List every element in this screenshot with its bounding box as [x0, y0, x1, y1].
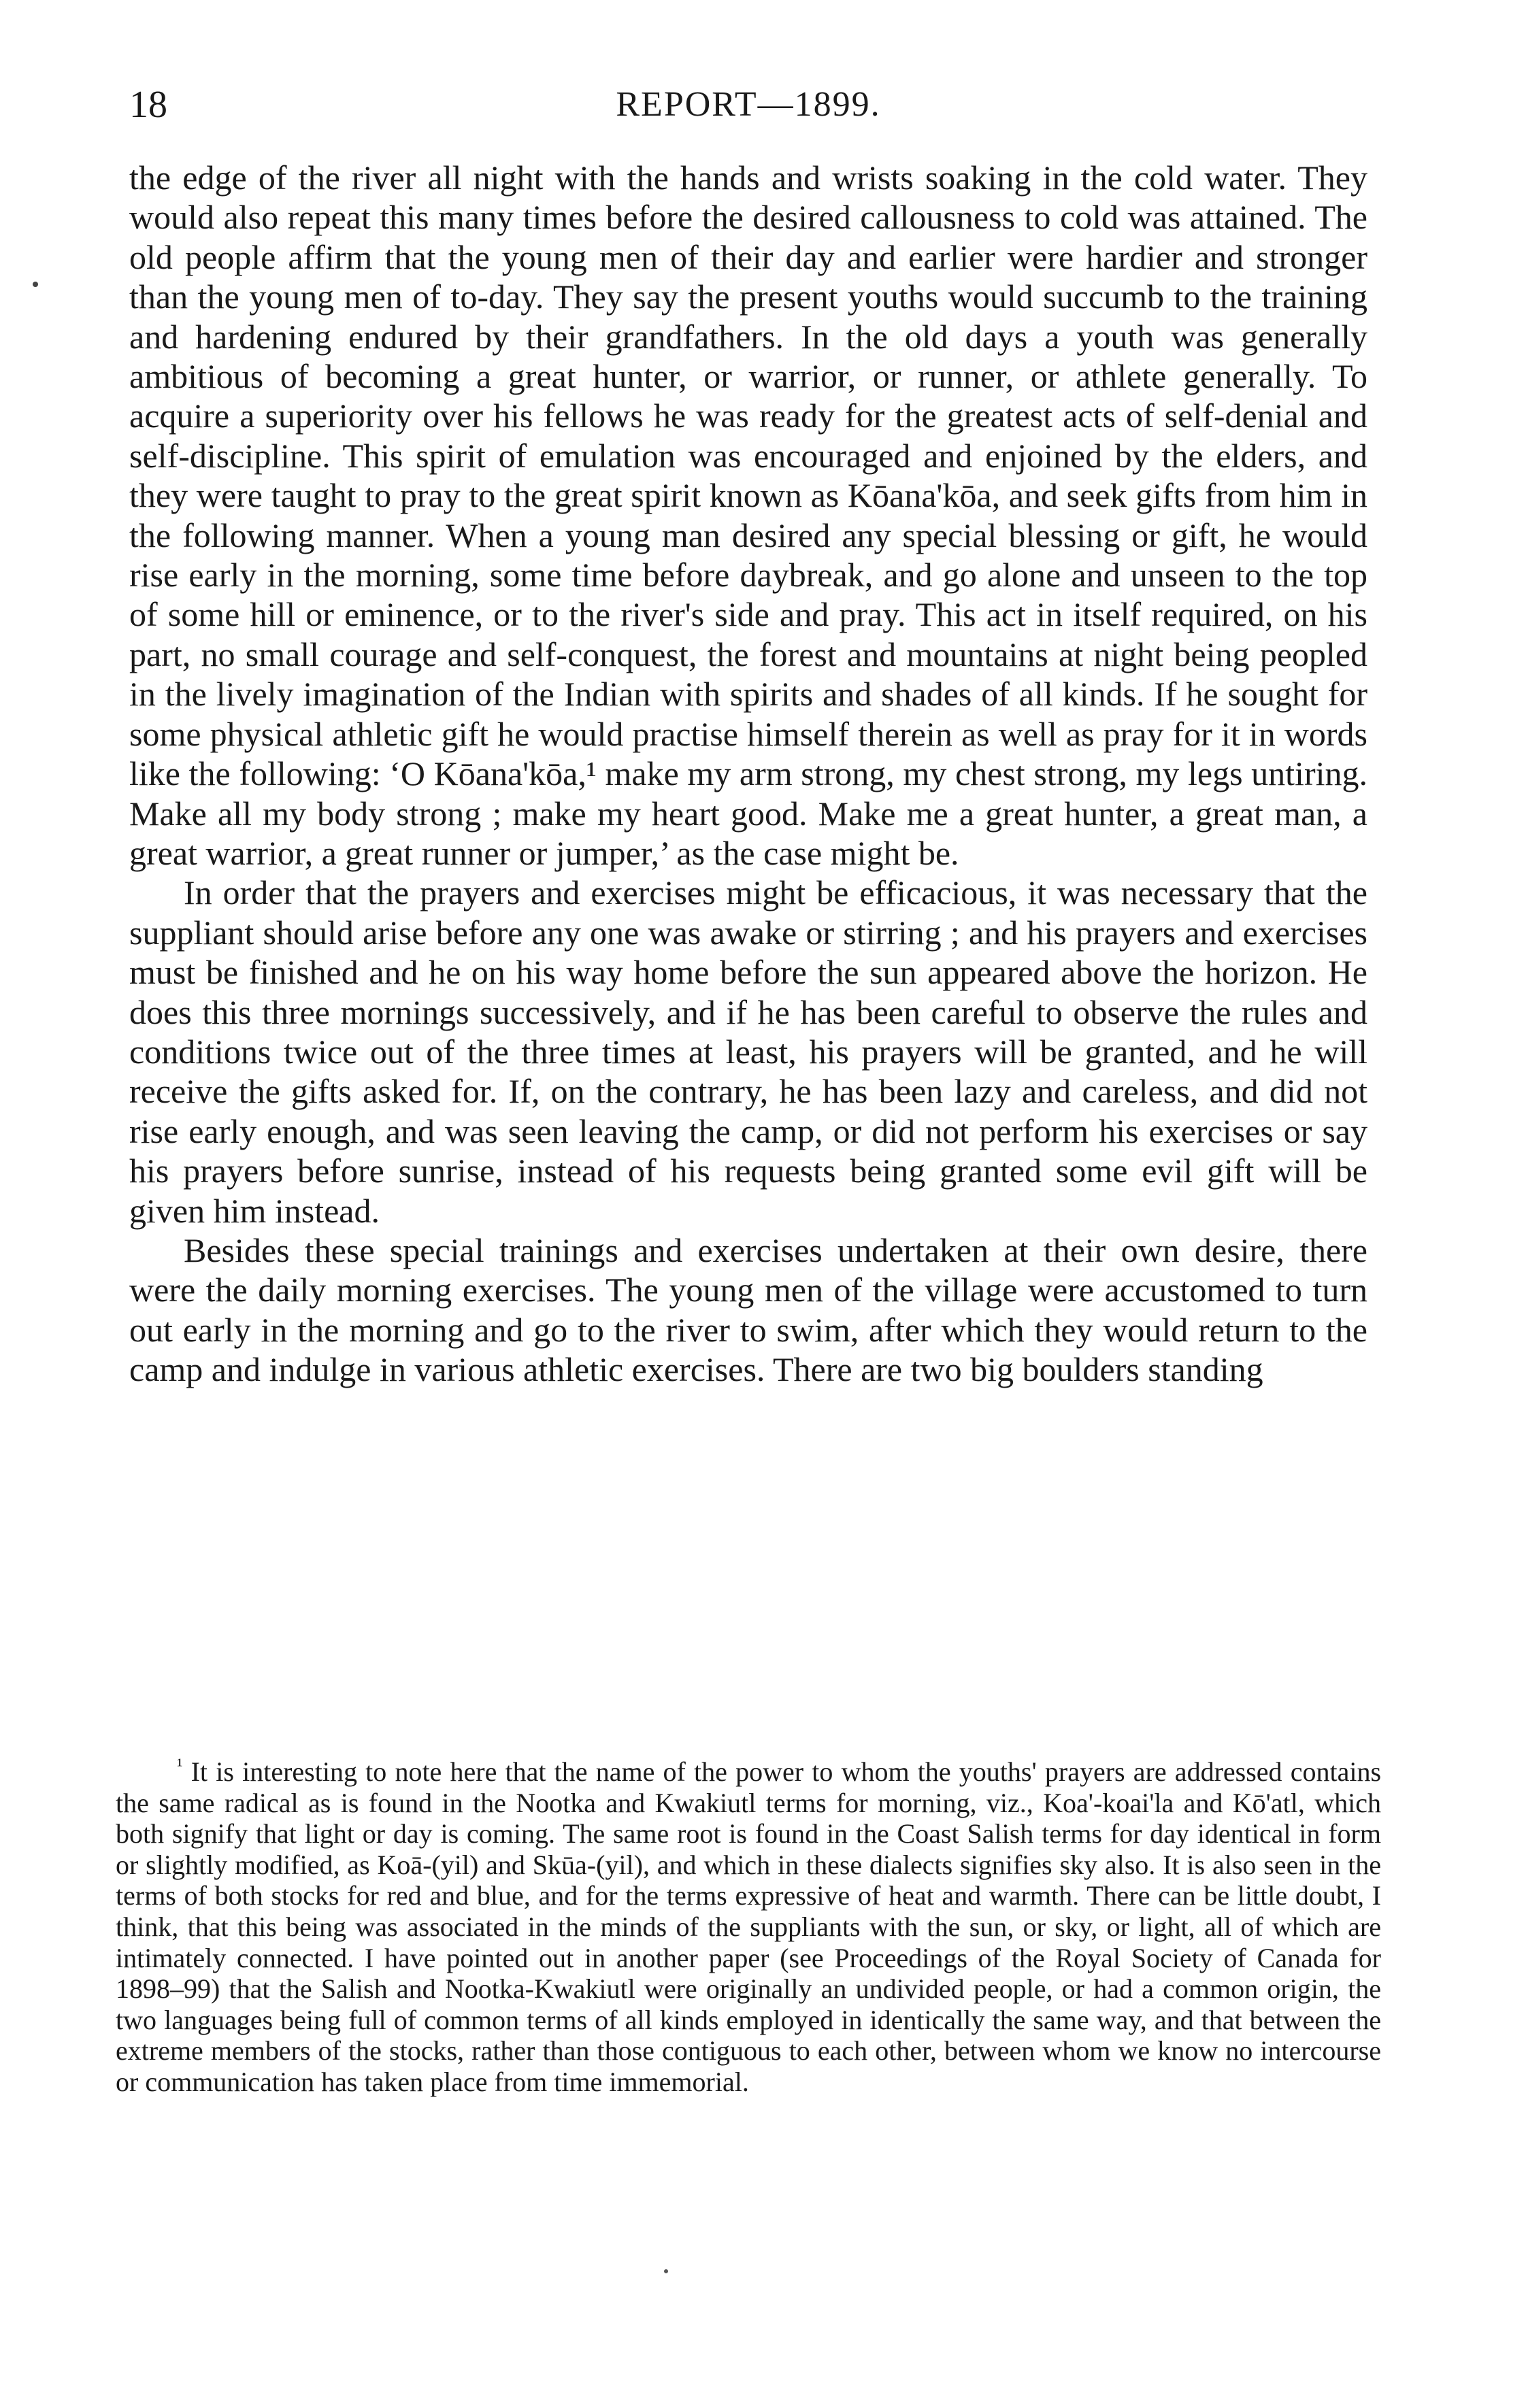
page-header [129, 80, 1367, 135]
footnote-section [116, 1756, 1381, 2098]
paragraph-1: the edge of the river all night with the hands and wrists soaking in the cold water. They would also repeat this many times before the desired callousness to cold was attained. The old people affirm that the young men of their day and earlier were hardier and stronger than the young men of to-day. They say the present youths would succumb to the training and hardening endured by their grandfathers. In the old days a youth was generally ambitious of becoming a great hunter, or warrior, or runner, or athlete generally. To acquire a superiority over his fellows he was ready for the greatest acts of self-denial and self-discipline. This spirit of emulation was encouraged and enjoined by the elders, and they were taught to pray to the great spirit known as Kōana'kōa, and seek gifts from him in the following manner. When a young man desired any special blessing or gift, he would rise early in the morning, some time before daybreak, and go alone and unseen to the top of some hill or eminence, or to the river's side and pray. This act in itself required, on his part, no small courage and self-conquest, the forest and mountains at night being peopled in the lively imagination of the Indian with spirits and shades of all kinds. If he sought for some physical athletic gift he would practise himself therein as well as pray for it in words like the following: ‘O Kōana'kōa,¹ make my arm strong, my chest strong, my legs untiring. Make all my body strong ; make my heart good. Make me a great hunter, a great man, a great warrior, a great runner or jumper,’ as the case might be. [129, 158, 1367, 872]
page-number: 18 [129, 84, 167, 126]
footnote-marker: ¹ [177, 1755, 183, 1776]
footnote-1 [116, 1756, 1381, 2098]
paragraph-3: Besides these special trainings and exercises undertaken at their own desire, there were the daily morning exercises. The young men of the village were accustomed to turn out early in the morning and go to the river to swim, after which they would return to the camp and indulge in various athletic exercises. There are two big boulders standing [129, 1231, 1367, 1389]
body-text [129, 158, 1367, 1390]
running-head: REPORT—1899. [616, 85, 881, 124]
paragraph-2: In order that the prayers and exercises might be efficacious, it was necessary that the suppliant should arise before any one was awake or stirring ; and his prayers and exercises must be finished and he on his way home before the sun appeared above the horizon. He does this three mornings successively, and if he has been careful to observe the rules and conditions twice out of the three times at least, his prayers will be granted, and he will receive the gifts asked for. If, on the contrary, he has been lazy and careless, and did not rise early enough, and was seen leaving the camp, or did not perform his exercises or say his prayers before sunrise, instead of his requests being granted some evil gift will be given him instead. [129, 873, 1367, 1230]
footnote-text: It is interesting to note here that the name of the power to whom the youths' prayers are addressed contains the same radical as is found in the Nootka and Kwakiutl terms for morning, viz., Koa'-koai'la and Kō'atl, which both signify that light or day is coming. The same root is found in the Coast Salish terms for day identical in form or slightly modified, as Koā-(yil) and Skūa-(yil), and which in these dialects signifies sky also. It is also seen in the terms of both stocks for red and blue, and for the terms expressive of heat and warmth. There can be little doubt, I think, that this being was associated in the minds of the suppliants with the sun, or sky, or light, all of which are intimately connected. I have pointed out in another paper (see Proceedings of the Royal Society of Canada for 1898–99) that the Salish and Nootka-Kwakiutl were originally an undivided people, or had a common origin, the two languages being full of common terms of all kinds employed in identically the same way, and that between the extreme members of the stocks, rather than those contiguous to each other, between whom we know no intercourse or communication has taken place from time immemorial. [116, 1756, 1382, 2097]
bottom-dot [664, 2269, 668, 2273]
margin-dot [33, 282, 38, 287]
